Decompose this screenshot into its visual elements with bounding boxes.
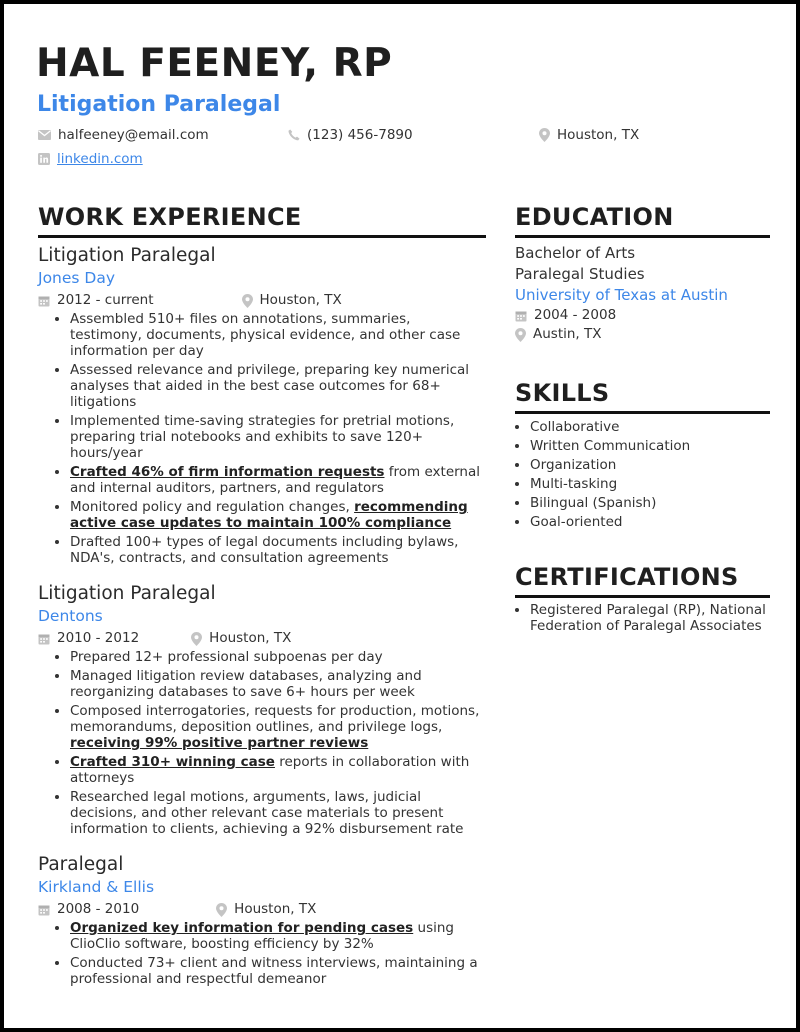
company-name: Jones Day	[38, 269, 116, 287]
map-pin-icon	[191, 632, 202, 646]
skill-item: • Bilingual (Spanish)	[530, 494, 770, 513]
linkedin-icon	[38, 153, 50, 165]
skill-item: • Multi-tasking	[530, 475, 770, 494]
skills-heading: SKILLS	[515, 379, 610, 407]
candidate-name: HAL FEENEY, RP	[36, 41, 393, 86]
job-bullet	[70, 754, 486, 786]
job-dates-text: 2012 - current	[57, 292, 154, 308]
right-column	[515, 200, 770, 634]
bullet-highlight: receiving 99% positive partner reviews	[70, 735, 369, 751]
company-name: Kirkland & Ellis	[38, 878, 155, 896]
bullet-highlight: Organized key information for pending cases	[70, 920, 414, 936]
skill-item: • Written Communication	[530, 437, 770, 456]
job-location	[216, 900, 316, 919]
section-divider	[515, 235, 770, 238]
section-divider	[38, 235, 486, 238]
job-location	[191, 629, 291, 648]
job-bullet	[70, 464, 486, 496]
email-text: halfeeney@email.com	[58, 127, 209, 143]
certifications-list	[515, 602, 770, 634]
job-bullets	[38, 311, 486, 566]
contact-location	[539, 126, 639, 144]
envelope-icon	[38, 130, 51, 140]
bullet-text: Implemented time-saving strategies for pretrial motions, preparing trial notebooks and exhibits to save 120+ hours/year	[70, 413, 455, 461]
map-pin-icon	[539, 128, 550, 142]
job-dates	[38, 291, 154, 310]
school-name: University of Texas at Austin	[515, 286, 728, 304]
bullet-text: reports in collaboration with attorneys	[70, 754, 470, 786]
bullet-text: Conducted 73+ client and witness interviews, maintaining a professional and respectful demeanor	[70, 955, 478, 987]
contact-linkedin	[38, 150, 143, 168]
bullet-text: Drafted 100+ types of legal documents including bylaws, NDA's, contracts, and consultation agreements	[70, 534, 459, 566]
bullet-highlight: recommending active case updates to maintain 100% compliance	[70, 499, 468, 531]
skill-item: • Organization	[530, 456, 770, 475]
field-of-study: Paralegal Studies	[515, 265, 645, 283]
bullet-text: from external and internal auditors, partners, and regulators	[70, 464, 481, 496]
education-dates-text: 2004 - 2008	[534, 307, 617, 323]
education-dates	[515, 306, 770, 325]
job-bullet	[70, 311, 486, 359]
bullet-text: Monitored policy and regulation changes,	[70, 499, 355, 515]
job-dates	[38, 629, 139, 648]
map-pin-icon	[242, 294, 253, 308]
job-bullet	[70, 413, 486, 461]
candidate-role: Litigation Paralegal	[37, 92, 281, 117]
calendar-icon	[38, 633, 50, 645]
job-location-text: Houston, TX	[209, 630, 292, 646]
job-dates-text: 2008 - 2010	[57, 901, 140, 917]
job-dates-text: 2010 - 2012	[57, 630, 140, 646]
job-bullet	[70, 920, 486, 952]
bullet-text: using ClioClio software, boosting efficiency by 32%	[70, 920, 454, 952]
calendar-icon	[515, 310, 527, 322]
degree: Bachelor of Arts	[515, 244, 636, 262]
contact-phone	[288, 126, 413, 144]
job-bullets	[38, 649, 486, 837]
skill-item: • Goal-oriented	[530, 513, 770, 532]
education-entry	[515, 243, 770, 344]
skill-item: • Collaborative	[530, 418, 770, 437]
education-location-text: Austin, TX	[533, 326, 602, 342]
bullet-text: Managed litigation review databases, analyzing and reorganizing databases to save 6+ hours per week	[70, 668, 422, 700]
phone-icon	[288, 129, 300, 141]
location-text: Houston, TX	[557, 127, 640, 143]
certifications-heading: CERTIFICATIONS	[515, 563, 739, 591]
job-meta	[38, 900, 486, 919]
job-bullet	[70, 789, 486, 837]
job-location-text: Houston, TX	[259, 292, 342, 308]
education-heading: EDUCATION	[515, 203, 674, 231]
calendar-icon	[38, 295, 50, 307]
job-bullet	[70, 649, 486, 665]
job-bullet	[70, 668, 486, 700]
map-pin-icon	[216, 903, 227, 917]
job-bullet	[70, 703, 486, 751]
company-name: Dentons	[38, 607, 103, 625]
job-entry	[38, 244, 486, 566]
bullet-text: Researched legal motions, arguments, laws, judicial decisions, and other relevant case materials to present information to clients, achieving a 92% disbursement rate	[70, 789, 464, 837]
bullet-highlight: Crafted 46% of firm information requests	[70, 464, 385, 480]
linkedin-link[interactable]: linkedin.com	[57, 151, 143, 167]
bullet-text: Assessed relevance and privilege, preparing key numerical analyses that aided in the best case outcomes for 68+ litigations	[70, 362, 470, 410]
left-column	[38, 200, 486, 990]
job-bullet	[70, 362, 486, 410]
education-location	[515, 325, 770, 344]
job-entry	[38, 582, 486, 837]
job-meta	[38, 629, 486, 648]
bullet-highlight: Crafted 310+ winning case	[70, 754, 275, 770]
job-dates	[38, 900, 139, 919]
job-bullet	[70, 955, 486, 987]
bullet-text: Prepared 12+ professional subpoenas per day	[70, 649, 383, 665]
bullet-text: Assembled 510+ files on annotations, summaries, testimony, documents, physical evidence, and other case information per day	[70, 311, 461, 359]
bullet-text: Composed interrogatories, requests for production, motions, memorandums, deposition outlines, and privilege logs,	[70, 703, 480, 735]
work-experience-heading: WORK EXPERIENCE	[38, 203, 302, 231]
job-bullets	[38, 920, 486, 987]
job-location-text: Houston, TX	[234, 901, 317, 917]
map-pin-icon	[515, 328, 526, 342]
job-title: Paralegal	[38, 854, 124, 875]
job-list	[38, 244, 486, 987]
job-location	[242, 291, 342, 310]
phone-text: (123) 456-7890	[307, 127, 413, 143]
job-title: Litigation Paralegal	[38, 245, 216, 266]
contact-email	[38, 126, 209, 144]
job-title: Litigation Paralegal	[38, 583, 216, 604]
skills-list	[515, 418, 770, 532]
job-bullet	[70, 499, 486, 531]
job-entry	[38, 853, 486, 987]
job-meta	[38, 291, 486, 310]
section-divider	[515, 411, 770, 414]
job-bullet	[70, 534, 486, 566]
certification-item: • Registered Paralegal (RP), National Federation of Paralegal Associates	[530, 602, 770, 634]
section-divider	[515, 595, 770, 598]
calendar-icon	[38, 904, 50, 916]
